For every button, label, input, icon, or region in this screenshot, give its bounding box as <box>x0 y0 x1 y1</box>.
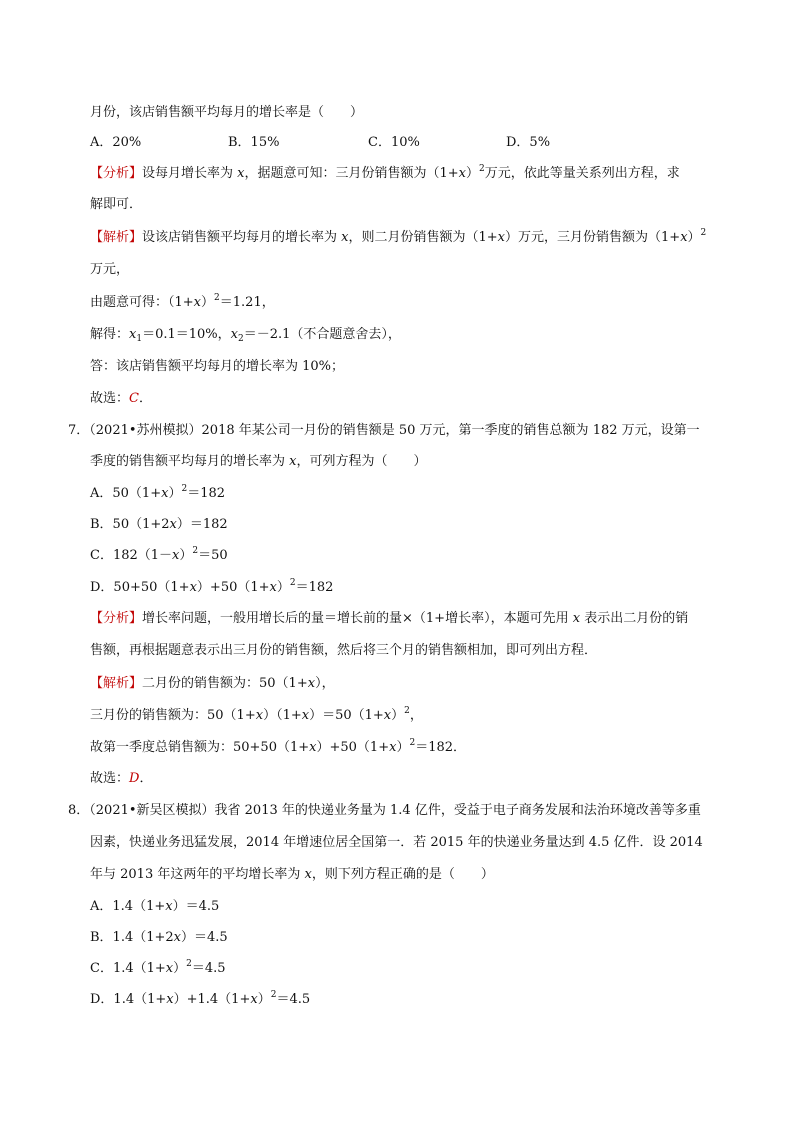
text: ＝1.21， <box>219 295 275 310</box>
q7-option-c <box>90 546 228 566</box>
text: D．50+50（1+ <box>90 580 190 595</box>
text: ） <box>168 486 182 501</box>
text: ＝182 <box>295 580 334 595</box>
exponent: 2 <box>192 546 199 556</box>
var-x: x <box>250 992 258 1007</box>
q7-stem-line-2 <box>90 452 427 472</box>
q7-solution-line-1 <box>90 674 335 694</box>
q6-analysis-line-1 <box>90 164 680 184</box>
exponent: 2 <box>409 738 416 748</box>
exponent: 2 <box>181 484 188 494</box>
text: ）+1.4（1+ <box>173 992 251 1007</box>
var-x: x <box>166 992 174 1007</box>
exponent: 2 <box>479 164 485 174</box>
text: ） <box>201 295 215 310</box>
text: 解得： <box>90 327 130 342</box>
text: ，可列方程为（ ） <box>296 454 427 469</box>
var-x: x <box>189 580 197 595</box>
text: 设每月增长率为 <box>142 166 238 181</box>
text: （2021•新吴区模拟）我省 2013 年的快递业务量为 1.4 亿件，受益于电子商务发展和法治环境改善等多重 <box>89 803 701 818</box>
text: ） <box>173 961 187 976</box>
var-x: x <box>255 708 264 723</box>
q6-solution-line-4 <box>90 325 401 345</box>
text: 年与 2013 年这两年的平均增长率为 <box>90 867 305 882</box>
text: ） <box>466 166 480 181</box>
text: A．1.4（1+ <box>90 899 166 914</box>
var-x: x <box>304 867 312 882</box>
text: 万元，依此等量关系列出方程，求 <box>484 166 680 181</box>
text: ＝0.1＝10%， <box>142 327 231 342</box>
text: 由题意可得：（1+ <box>90 295 194 310</box>
answer: C <box>129 391 139 406</box>
subscript: 1 <box>136 334 143 344</box>
solution-tag: 【解析】 <box>90 230 143 245</box>
text: ） <box>179 548 193 563</box>
text: ． <box>139 771 153 786</box>
exponent: 2 <box>270 990 277 1000</box>
q7-option-d <box>90 578 333 598</box>
q7-stem-line-1 <box>68 421 700 441</box>
var-x: x <box>161 486 169 501</box>
var-x: x <box>172 548 180 563</box>
q7-solution-line-3 <box>90 738 466 758</box>
q8-stem-line-2 <box>90 833 703 853</box>
q6-stem-text: 月份，该店销售额平均每月的增长率是（ ） <box>90 105 364 120</box>
exponent: 2 <box>214 293 220 303</box>
text: ， <box>409 708 423 723</box>
q6-option-a: A．20% <box>90 135 142 150</box>
q8-option-b <box>90 928 228 948</box>
text: ）+50（1+ <box>316 740 390 755</box>
text: ） <box>396 740 410 755</box>
var-x: x <box>341 230 349 245</box>
text: 故选： <box>90 771 130 786</box>
text: ）＝4.5 <box>172 899 220 914</box>
text: ）（1+ <box>263 708 302 723</box>
text: ，则二月份销售额为（1+ <box>348 230 498 245</box>
text: ）＝4.5 <box>181 930 228 945</box>
question-number: 8． <box>68 803 90 818</box>
text: ）＝182 <box>176 517 228 532</box>
var-x: x <box>237 166 245 181</box>
text: ＝182 <box>187 486 226 501</box>
text: ） <box>687 230 701 245</box>
text: D．1.4（1+ <box>90 992 167 1007</box>
q7-option-b <box>90 515 228 535</box>
text: ） <box>391 708 405 723</box>
q7-analysis-line-2 <box>90 641 597 661</box>
q6-stem-tail <box>90 103 363 123</box>
text: 万元， <box>90 262 130 277</box>
text: 因素，快递业务迅猛发展，2014 年增速位居全国第一．若 2015 年的快递业务量达到 4.5 亿件．设 2014 <box>90 835 703 850</box>
q8-stem-line-3 <box>90 865 494 885</box>
var-x: x <box>572 611 581 626</box>
var-x: x <box>389 740 397 755</box>
q7-choice <box>90 769 152 789</box>
exponent: 2 <box>700 228 707 238</box>
text: 售额，再根据题意表示出三月份的销售额，然后将三个月的销售额相加，即可列出方程． <box>90 643 598 658</box>
var-x: x <box>289 454 297 469</box>
text: A．50（1+ <box>90 486 162 501</box>
exponent: 2 <box>289 578 296 588</box>
text: 解即可． <box>90 197 143 212</box>
text: ． <box>138 391 152 406</box>
text: 表示出二月份的销 <box>580 611 689 626</box>
solution-tag: 【解析】 <box>90 676 143 691</box>
q7-analysis-line-1 <box>90 609 688 629</box>
q6-analysis-line-2 <box>90 195 142 215</box>
var-x1: x <box>129 327 137 342</box>
text: 答：该店销售额平均每月的增长率为 10%； <box>90 359 345 374</box>
var-x: x <box>165 961 174 976</box>
analysis-tag: 【分析】 <box>90 166 143 181</box>
q6-options <box>90 133 550 153</box>
text: 故选： <box>90 391 130 406</box>
text: 设该店销售额平均每月的增长率为 <box>142 230 342 245</box>
q7-solution-line-2 <box>90 706 423 726</box>
text: ＝4.5 <box>276 992 311 1007</box>
q6-choice <box>90 389 152 409</box>
exponent: 2 <box>186 959 192 969</box>
text: B．50（1+2 <box>90 517 170 532</box>
text: ） <box>257 992 271 1007</box>
var-x2: x <box>230 327 239 342</box>
text: （2021•苏州模拟）2018 年某公司一月份的销售额是 50 万元，第一季度的销售总额为 182 万元，设第一 <box>89 423 700 438</box>
var-x: x <box>193 295 202 310</box>
text: 故第一季度总销售额为：50+50（1+ <box>90 740 310 755</box>
exponent: 2 <box>404 706 410 716</box>
text: ，则下列方程正确的是（ ） <box>311 867 494 882</box>
text: 增长率问题，一般用增长后的量＝增长前的量×（1+增长率），本题可先用 <box>142 611 573 626</box>
text: ，据题意可知：三月份销售额为（1+ <box>244 166 459 181</box>
text: B．1.4（1+2 <box>90 930 174 945</box>
q7-option-a <box>90 484 225 504</box>
text: ） <box>276 580 290 595</box>
var-x: x <box>309 740 317 755</box>
analysis-tag: 【分析】 <box>90 611 143 626</box>
text: ＝－2.1（不合题意舍去）， <box>243 327 401 342</box>
var-x: x <box>458 166 467 181</box>
q8-stem-line-1 <box>68 801 701 821</box>
var-x: x <box>680 230 688 245</box>
q6-solution-line-3 <box>90 293 275 313</box>
text: C．182（1－ <box>90 548 173 563</box>
var-x: x <box>173 930 182 945</box>
q6-option-c: C．10% <box>368 135 420 150</box>
text: ＝182． <box>415 740 467 755</box>
q6-option-b: B．15% <box>228 135 280 150</box>
q6-solution-line-5 <box>90 357 344 377</box>
text: ）+50（1+ <box>196 580 270 595</box>
q6-option-d: D．5% <box>506 135 551 150</box>
var-x: x <box>269 580 277 595</box>
var-x: x <box>383 708 392 723</box>
q6-solution-line-1 <box>90 228 706 248</box>
q8-option-a <box>90 897 219 917</box>
var-x: x <box>497 230 506 245</box>
q8-option-d <box>90 990 310 1010</box>
text: 二月份的销售额为：50（1+ <box>142 676 308 691</box>
text: ）万元，三月份销售额为（1+ <box>505 230 681 245</box>
answer: D <box>129 771 140 786</box>
text: ＝4.5 <box>191 961 226 976</box>
text: ）， <box>315 676 335 691</box>
subscript: 2 <box>238 334 244 344</box>
text: ）＝50（1+ <box>309 708 384 723</box>
q8-option-c <box>90 959 226 979</box>
var-x: x <box>165 899 173 914</box>
q6-solution-line-2 <box>90 260 129 280</box>
question-number: 7． <box>68 423 90 438</box>
var-x: x <box>301 708 310 723</box>
text: 三月份的销售额为：50（1+ <box>90 708 256 723</box>
var-x: x <box>307 676 316 691</box>
text: C．1.4（1+ <box>90 961 166 976</box>
var-x: x <box>169 517 177 532</box>
text: ＝50 <box>198 548 228 563</box>
text: 季度的销售额平均每月的增长率为 <box>90 454 290 469</box>
